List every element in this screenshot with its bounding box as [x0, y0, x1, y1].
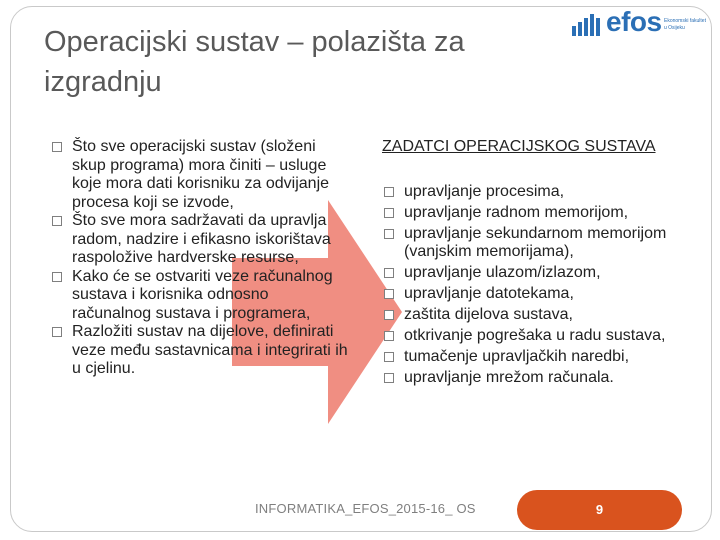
list-item-text: upravljanje mrežom računala.	[404, 369, 614, 386]
checkbox-bullet-icon	[384, 352, 394, 362]
list-item	[48, 323, 352, 379]
list-item	[380, 306, 680, 325]
list-item	[48, 138, 352, 212]
list-item-text: upravljanje sekundarnom memorijom (vanjskim memorijama),	[404, 224, 667, 260]
list-item-text: upravljanje ulazom/izlazom,	[404, 264, 601, 281]
list-item-text: zaštita dijelova sustava,	[404, 306, 573, 323]
footer-text: INFORMATIKA_EFOS_2015-16_ OS	[255, 501, 476, 516]
logo-subtitle-line: Ekonomski fakultet	[664, 18, 706, 24]
list-item-text: Što sve mora sadržavati da upravlja radom, nadzire i efikasno iskorištava raspoložive hardverske resurse,	[72, 212, 331, 266]
list-item-text: Kako će se ostvariti veze računalnog sustava i korisnika odnosno računalnog sustava i programera,	[72, 267, 333, 322]
checkbox-bullet-icon	[384, 229, 394, 239]
list-item	[380, 327, 680, 346]
logo-wordmark: efos	[606, 6, 662, 37]
list-item-text: upravljanje datotekama,	[404, 285, 574, 302]
checkbox-bullet-icon	[384, 208, 394, 218]
list-item-text: tumačenje upravljačkih naredbi,	[404, 348, 630, 365]
list-item-text: otkrivanje pogrešaka u radu sustava,	[404, 327, 666, 344]
checkbox-bullet-icon	[384, 331, 394, 341]
checkbox-bullet-icon	[384, 268, 394, 278]
list-item	[380, 225, 680, 262]
checkbox-bullet-icon	[384, 187, 394, 197]
list-item	[48, 268, 352, 324]
checkbox-bullet-icon	[384, 310, 394, 320]
list-item	[380, 204, 680, 223]
checkbox-bullet-icon	[52, 272, 62, 282]
right-bullet-list	[380, 138, 680, 390]
efos-logo	[568, 4, 718, 48]
list-item	[380, 369, 680, 388]
page-number: 9	[595, 502, 604, 517]
list-item	[380, 264, 680, 283]
checkbox-bullet-icon	[52, 216, 62, 226]
checkbox-bullet-icon	[52, 327, 62, 337]
logo-subtitle	[664, 18, 718, 32]
list-item-text: Razložiti sustav na dijelove, definirati veze među sastavnicama i integrirati ih u cjelinu.	[72, 323, 348, 377]
page-number-badge	[517, 490, 682, 530]
list-item	[48, 212, 352, 268]
list-item	[380, 348, 680, 367]
slide-title: Operacijski sustav – polazišta za izgradnju	[44, 26, 465, 98]
tasks-heading: ZADATCI OPERACIJSKOG SUSTAVA	[382, 138, 656, 155]
checkbox-bullet-icon	[384, 373, 394, 383]
list-item-text: upravljanje radnom memorijom,	[404, 203, 629, 221]
list-item	[380, 285, 680, 304]
list-item	[380, 183, 680, 202]
checkbox-bullet-icon	[52, 142, 62, 152]
logo-bars-icon	[572, 14, 602, 36]
left-bullet-list	[48, 138, 352, 379]
list-item-text: Što sve operacijski sustav (složeni skup programa) mora činiti – usluge koje mora dati korisniku za odvijanje procesa koji se izvode,	[72, 138, 330, 211]
logo-subtitle-line: u Osijeku	[664, 25, 685, 31]
list-item-text: upravljanje procesima,	[404, 182, 565, 200]
checkbox-bullet-icon	[384, 289, 394, 299]
